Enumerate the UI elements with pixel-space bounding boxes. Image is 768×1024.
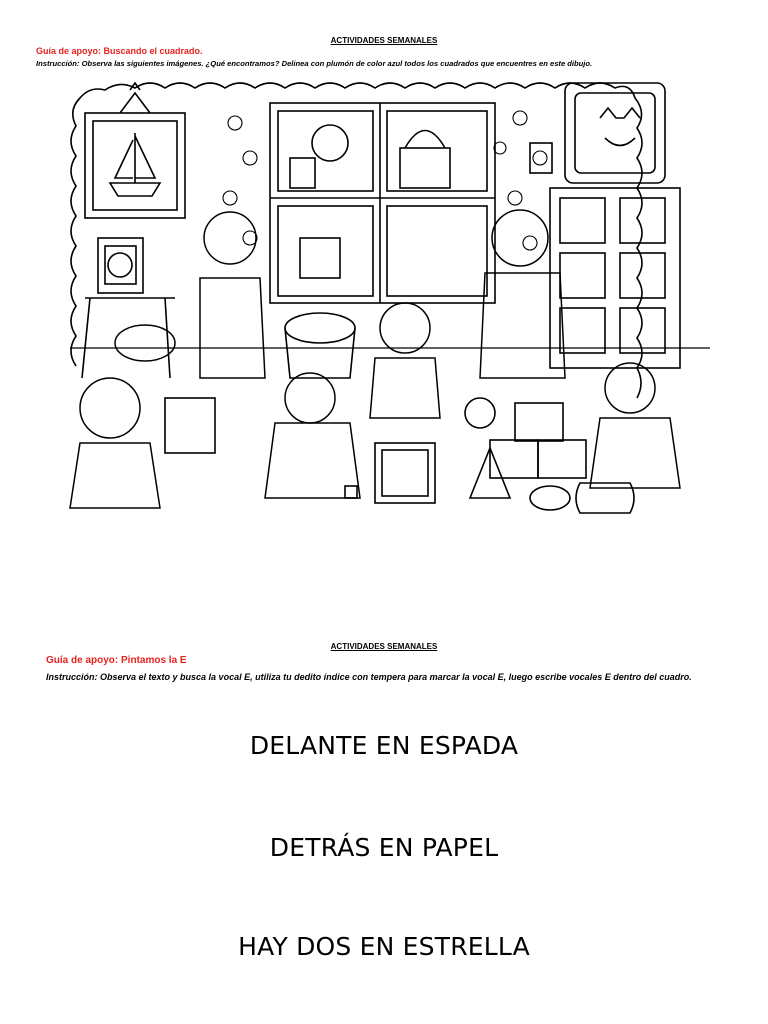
line-delante: DELANTE EN ESPADA [249,731,519,760]
section1-guia: Guía de apoyo: Buscando el cuadrado. [36,46,203,56]
section2-instruction: Instrucción: Observa el texto y busca la vocal E, utiliza tu dedito índice con tempera para marcar la vocal E, luego escribe vocales E dentro del cuadro. [46,672,692,682]
teddy-book [165,398,215,453]
line-hay-dos: HAY DOS EN ESTRELLA [238,932,530,961]
dresser [550,188,680,368]
section2-title: ACTIVIDADES SEMANALES [330,642,438,651]
section1-title: ACTIVIDADES SEMANALES [330,36,438,45]
block-stack-2 [490,440,538,478]
square-block-a [375,443,435,503]
section1-instruction: Instrucción: Observa las siguientes imágenes. ¿Qué encontramos? Delinea con plumón de color azul todos los cuadrados que encuentres en este dibujo. [36,59,593,68]
line-detras: DETRÁS EN PAPEL [269,833,499,862]
window [270,103,495,303]
tv [565,83,665,183]
block-stack-1 [515,403,563,441]
section2-guia: Guía de apoyo: Pintamos la E [46,655,187,666]
block-stack-3 [538,440,586,478]
coloring-illustration [60,78,720,528]
